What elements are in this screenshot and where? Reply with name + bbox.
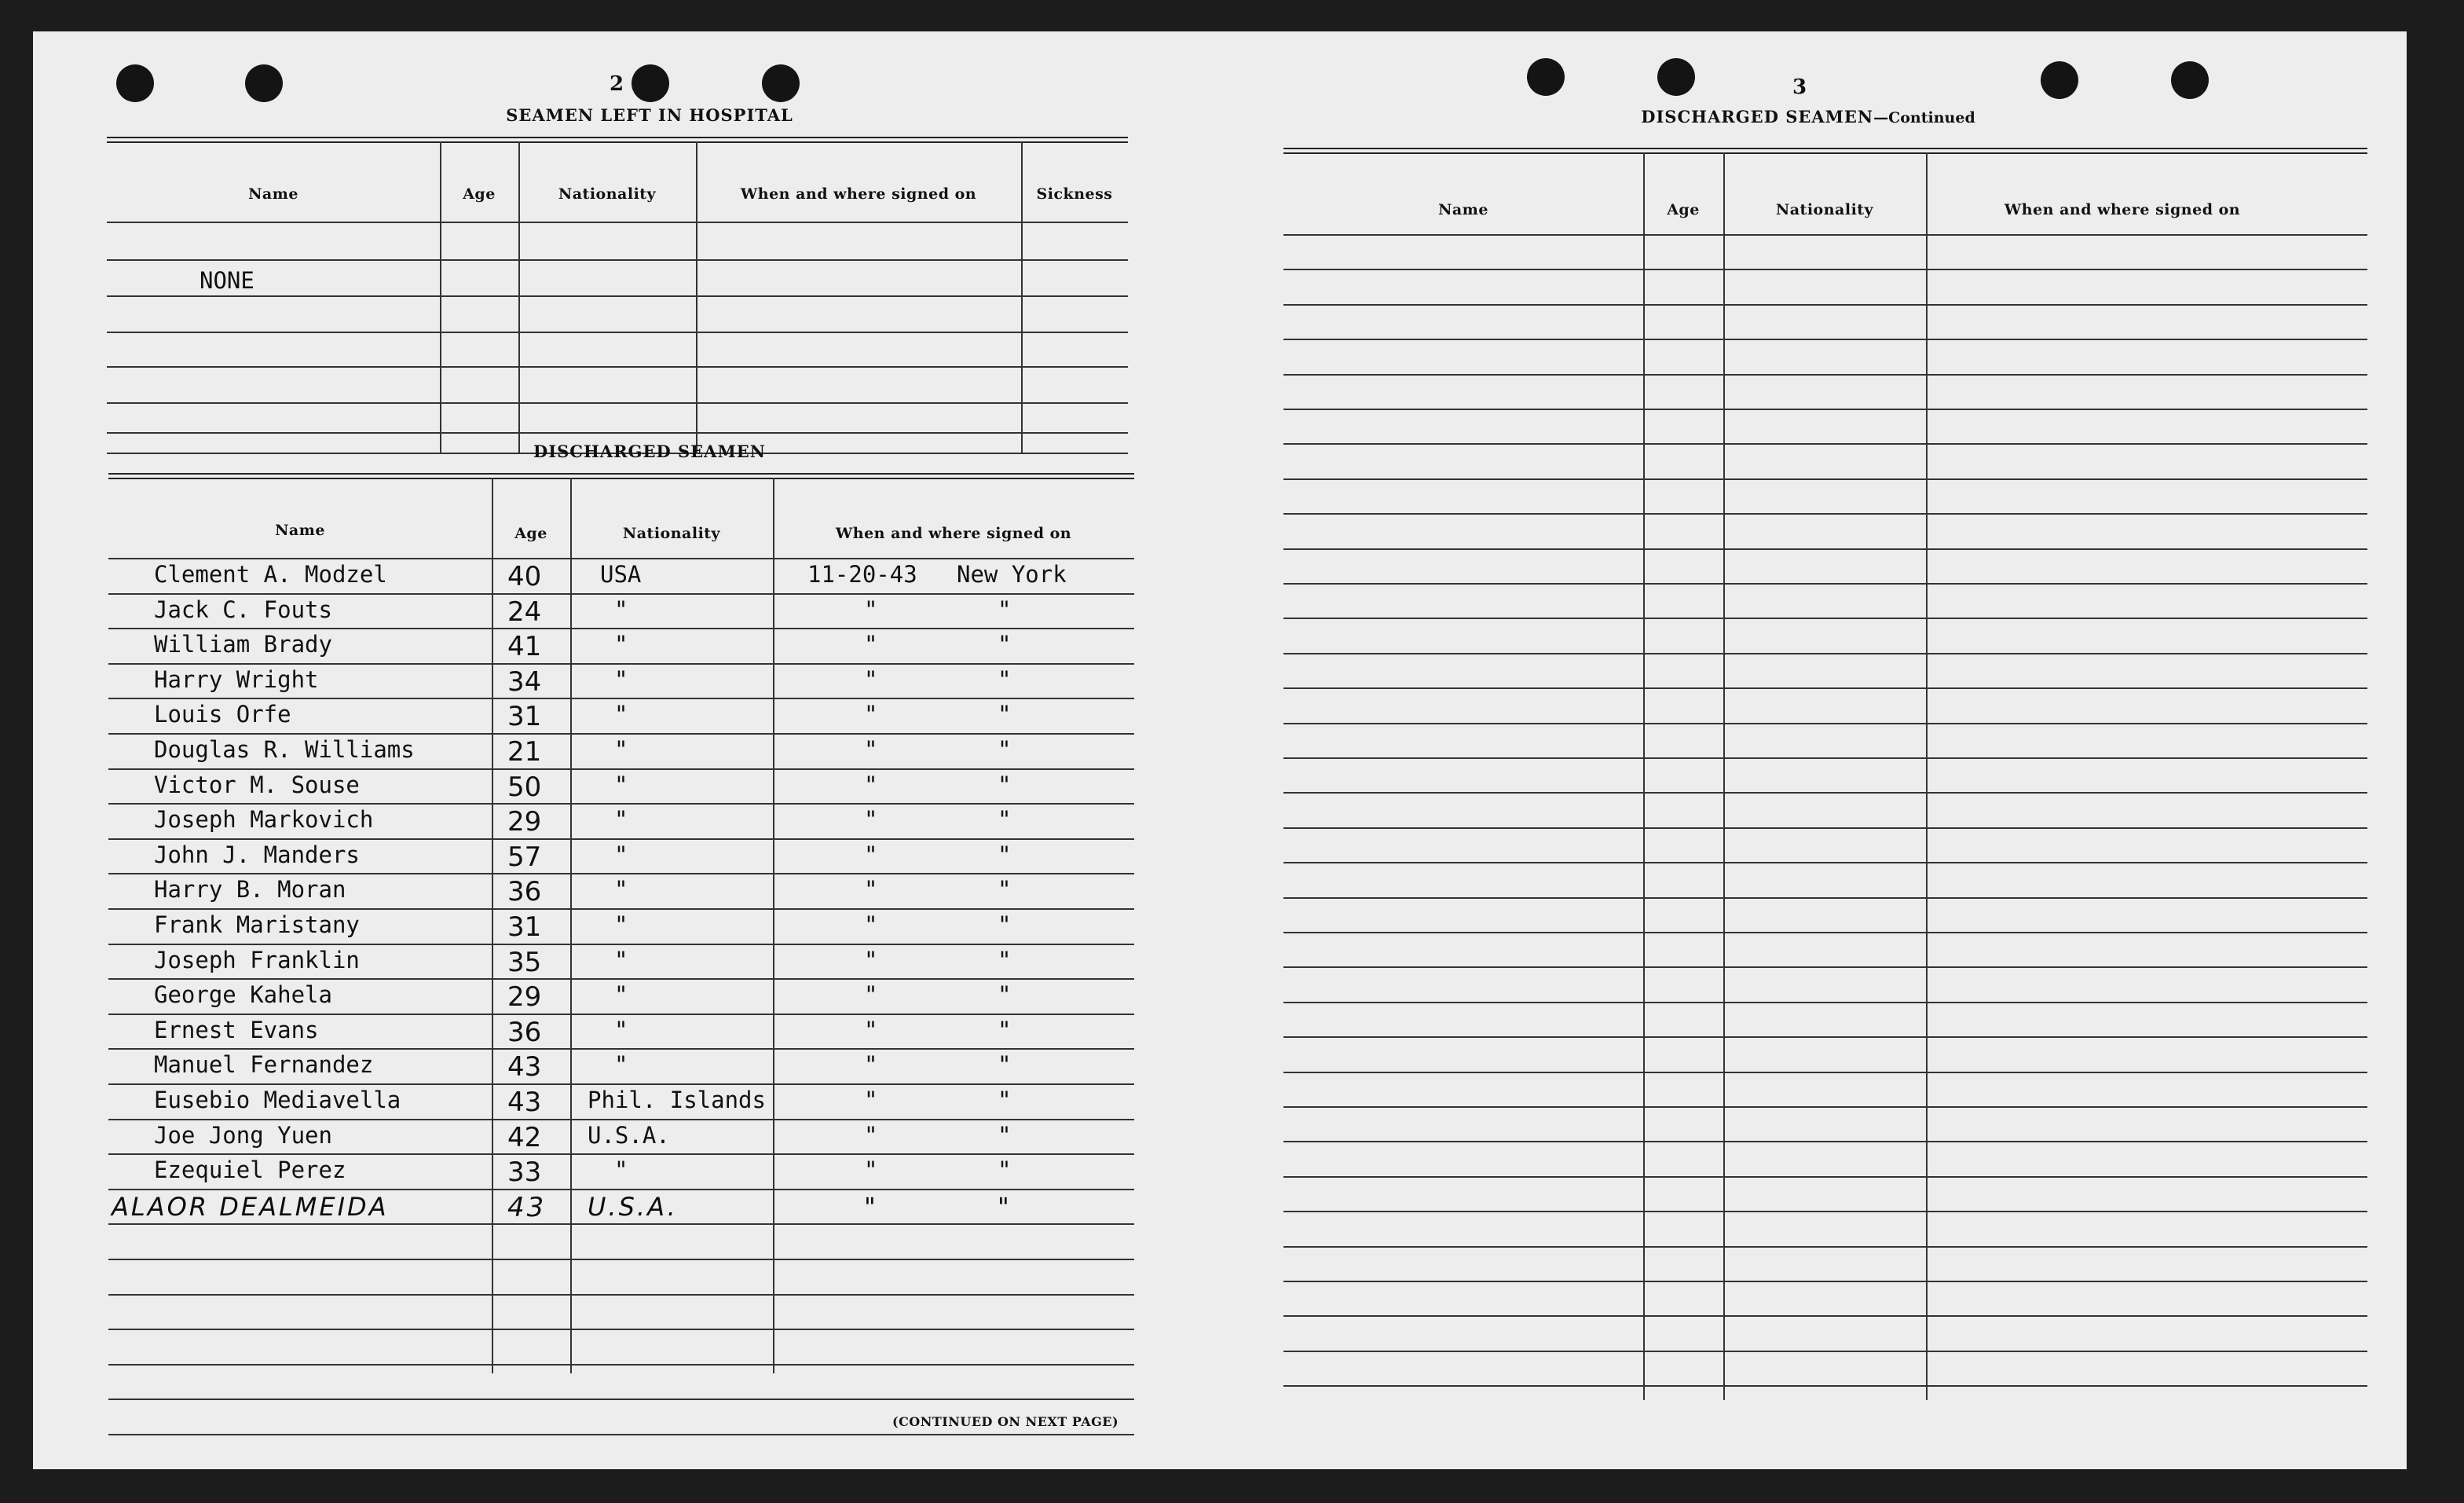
punch-hole: [632, 64, 669, 102]
signed-on-place: ": [998, 1121, 1012, 1149]
seaman-name: William Brady: [154, 631, 332, 658]
hospital-col-when-where: When and where signed on: [740, 185, 977, 203]
table-rule: [1283, 269, 2367, 270]
table-rule: [108, 663, 1134, 665]
seaman-age: 41: [507, 631, 542, 663]
signed-on-date: ": [864, 1121, 878, 1149]
hospital-entry-none: NONE: [200, 267, 254, 294]
punch-hole: [2171, 61, 2209, 99]
seaman-nationality: U.S.A.: [588, 1191, 678, 1222]
seaman-nationality: Phil. Islands: [588, 1087, 766, 1113]
right-section-title: [1549, 107, 2067, 126]
seaman-name: Manuel Fernandez: [154, 1051, 374, 1079]
right-col-age: Age: [1667, 201, 1700, 218]
table-rule: [1283, 409, 2367, 410]
signed-on-place: ": [998, 911, 1012, 938]
table-rule: [108, 733, 1134, 735]
seaman-name: Jack C. Fouts: [154, 596, 332, 623]
punch-hole: [762, 64, 800, 102]
seaman-nationality: ": [614, 596, 628, 623]
punch-hole: [245, 64, 283, 102]
seaman-name: Louis Orfe: [154, 701, 291, 728]
seaman-nationality: ": [614, 631, 628, 658]
seaman-nationality: ": [614, 876, 628, 904]
signed-on-place: ": [998, 1016, 1012, 1043]
table-rule: [1283, 339, 2367, 340]
table-rule: [1283, 1036, 2367, 1038]
seaman-age: 29: [507, 981, 542, 1014]
table-rule: [108, 1329, 1134, 1330]
table-rule: [1283, 618, 2367, 619]
seaman-name: George Kahela: [154, 981, 332, 1009]
table-rule: [108, 1189, 1134, 1190]
table-rule: [1283, 1351, 2367, 1352]
signed-on-place: ": [998, 841, 1012, 868]
seaman-nationality: ": [614, 841, 628, 868]
seaman-age: 24: [507, 596, 542, 628]
signed-on-date: ": [864, 771, 878, 798]
signed-on-date: 11-20-43: [807, 561, 917, 588]
seaman-name: Frank Maristany: [154, 911, 360, 938]
discharged-continued-table: [1283, 148, 2367, 1436]
seaman-nationality: ": [614, 701, 628, 728]
seaman-nationality: ": [614, 1157, 628, 1184]
table-rule: [1283, 1106, 2367, 1108]
signed-on-place: ": [998, 876, 1012, 904]
hospital-col-name: Name: [248, 185, 298, 203]
page-number-right: 3: [1792, 75, 1807, 99]
table-rule: [1283, 304, 2367, 306]
discharged-col-nationality: Nationality: [622, 525, 721, 542]
seaman-name: Clement A. Modzel: [154, 561, 387, 588]
seaman-nationality: ": [614, 665, 628, 693]
seaman-name: Joseph Franklin: [154, 946, 360, 973]
hospital-section-title: SEAMEN LEFT IN HOSPITAL: [506, 105, 793, 125]
seaman-name: Harry Wright: [154, 665, 319, 693]
signed-on-place: ": [998, 665, 1012, 693]
punch-hole: [1657, 58, 1695, 96]
signed-on-place: ": [998, 1191, 1012, 1222]
table-rule: [1283, 478, 2367, 480]
signed-on-date: ": [864, 631, 878, 658]
seaman-age: 43: [507, 1051, 542, 1083]
discharged-col-when-where: When and where signed on: [835, 525, 1072, 542]
seaman-age: 57: [507, 841, 542, 873]
table-rule: [1283, 1211, 2367, 1212]
punch-hole: [116, 64, 154, 102]
table-rule: [108, 558, 1134, 559]
seaman-age: 50: [507, 771, 542, 803]
table-rule: [108, 1294, 1134, 1296]
discharged-col-name: Name: [275, 522, 325, 539]
signed-on-place: ": [998, 806, 1012, 834]
table-rule: [1283, 583, 2367, 585]
hospital-col-age: Age: [463, 185, 496, 203]
signed-on-place: ": [998, 1087, 1012, 1113]
table-rule: [1283, 932, 2367, 933]
seaman-age: 29: [507, 806, 542, 838]
seaman-name: Eusebio Mediavella: [154, 1087, 401, 1113]
seaman-age: 43: [507, 1087, 542, 1118]
seaman-nationality: ": [614, 911, 628, 938]
table-rule: [108, 1119, 1134, 1120]
seaman-age: 21: [507, 736, 542, 768]
table-rule: [1283, 1281, 2367, 1282]
table-rule: [108, 944, 1134, 945]
signed-on-place: ": [998, 701, 1012, 728]
table-rule: [108, 1048, 1134, 1050]
page-number-left: 2: [610, 72, 624, 96]
signed-on-date: ": [864, 1087, 878, 1113]
seaman-nationality: ": [614, 981, 628, 1009]
table-rule: [108, 1083, 1134, 1085]
table-rule: [108, 838, 1134, 840]
signed-on-date: ": [864, 1157, 878, 1184]
table-rule: [1283, 1002, 2367, 1003]
continued-footer: (CONTINUED ON NEXT PAGE): [892, 1414, 1119, 1429]
table-rule: [1283, 548, 2367, 550]
seaman-age: 36: [507, 1016, 542, 1048]
table-rule: [1283, 827, 2367, 829]
seaman-nationality: ": [614, 771, 628, 798]
signed-on-place: New York: [957, 561, 1067, 588]
right-title-main: DISCHARGED SEAMEN: [1641, 107, 1874, 126]
table-rule: [1283, 1385, 2367, 1387]
table-rule: [1283, 723, 2367, 724]
seaman-age: 34: [507, 665, 542, 698]
table-rule: [108, 1153, 1134, 1155]
seaman-name: Victor M. Souse: [154, 771, 360, 798]
seaman-nationality: ": [614, 1051, 628, 1079]
signed-on-date: ": [864, 841, 878, 868]
signed-on-date: ": [864, 806, 878, 834]
table-rule: [1283, 792, 2367, 794]
signed-on-place: ": [998, 596, 1012, 623]
hospital-col-nationality: Nationality: [558, 185, 657, 203]
record-sheet: [33, 31, 2407, 1469]
table-rule: [1283, 1246, 2367, 1248]
table-rule: [108, 768, 1134, 770]
seaman-nationality: ": [614, 806, 628, 834]
table-rule: [1283, 1072, 2367, 1073]
seaman-nationality: ": [614, 946, 628, 973]
discharged-table: [108, 473, 1134, 1375]
punch-hole: [1527, 58, 1565, 96]
seaman-nationality: ": [614, 736, 628, 763]
seaman-nationality: ": [614, 1016, 628, 1043]
table-rule: [1283, 374, 2367, 376]
right-title-continued: —Continued: [1873, 109, 1975, 126]
right-col-nationality: Nationality: [1775, 201, 1874, 218]
table-rule: [108, 1259, 1134, 1260]
signed-on-place: ": [998, 981, 1012, 1009]
signed-on-place: ": [998, 1157, 1012, 1184]
table-rule: [108, 1364, 1134, 1366]
table-rule: [1283, 513, 2367, 515]
table-rule: [1283, 897, 2367, 899]
seaman-name: Douglas R. Williams: [154, 736, 415, 763]
signed-on-place: ": [998, 1051, 1012, 1079]
punch-hole: [2041, 61, 2078, 99]
seaman-age: 42: [507, 1121, 542, 1153]
table-rule: [108, 873, 1134, 874]
table-rule: [108, 698, 1134, 699]
table-rule: [108, 803, 1134, 805]
seaman-nationality: U.S.A.: [588, 1121, 670, 1149]
table-rule: [108, 978, 1134, 980]
seaman-name: ALAOR DEALMEIDA: [112, 1191, 389, 1222]
table-rule: [108, 908, 1134, 910]
table-rule: [1283, 1141, 2367, 1142]
seaman-age: 36: [507, 876, 542, 908]
signed-on-date: ": [864, 665, 878, 693]
table-rule: [1283, 966, 2367, 968]
seaman-name: John J. Manders: [154, 841, 360, 868]
table-rule: [108, 628, 1134, 629]
seaman-nationality: USA: [600, 561, 642, 588]
discharged-col-age: Age: [514, 525, 547, 542]
hospital-col-sickness: Sickness: [1036, 185, 1113, 203]
table-rule: [1283, 234, 2367, 236]
signed-on-date: ": [864, 1191, 878, 1222]
table-rule: [1283, 653, 2367, 654]
signed-on-date: ": [864, 701, 878, 728]
table-rule: [108, 1223, 1134, 1225]
seaman-name: Ernest Evans: [154, 1016, 319, 1043]
table-rule: [108, 1434, 1134, 1435]
seaman-name: Harry B. Moran: [154, 876, 346, 904]
hospital-table: [107, 137, 1128, 456]
table-rule: [1283, 862, 2367, 863]
table-rule: [108, 1399, 1134, 1400]
signed-on-date: ": [864, 876, 878, 904]
seaman-age: 40: [507, 561, 542, 592]
seaman-age: 31: [507, 911, 542, 943]
signed-on-place: ": [998, 631, 1012, 658]
signed-on-place: ": [998, 946, 1012, 973]
table-rule: [1283, 687, 2367, 689]
right-col-when-where: When and where signed on: [2004, 201, 2241, 218]
signed-on-date: ": [864, 596, 878, 623]
signed-on-date: ": [864, 946, 878, 973]
seaman-age: 35: [507, 946, 542, 978]
signed-on-date: ": [864, 1051, 878, 1079]
seaman-name: Ezequiel Perez: [154, 1157, 346, 1184]
seaman-name: Joseph Markovich: [154, 806, 374, 834]
seaman-name: Joe Jong Yuen: [154, 1121, 332, 1149]
table-rule: [108, 1014, 1134, 1015]
table-rule: [1283, 757, 2367, 759]
table-rule: [1283, 1315, 2367, 1317]
table-rule: [108, 593, 1134, 595]
seaman-age: 33: [507, 1157, 542, 1189]
right-col-name: Name: [1438, 201, 1488, 218]
signed-on-date: ": [864, 736, 878, 763]
table-rule: [1283, 443, 2367, 445]
signed-on-date: ": [864, 981, 878, 1009]
table-rule: [1283, 1176, 2367, 1178]
signed-on-place: ": [998, 771, 1012, 798]
seaman-age: 43: [507, 1191, 547, 1223]
signed-on-date: ": [864, 911, 878, 938]
discharged-section-title: DISCHARGED SEAMEN: [533, 442, 766, 461]
seaman-age: 31: [507, 701, 542, 733]
signed-on-place: ": [998, 736, 1012, 763]
signed-on-date: ": [864, 1016, 878, 1043]
